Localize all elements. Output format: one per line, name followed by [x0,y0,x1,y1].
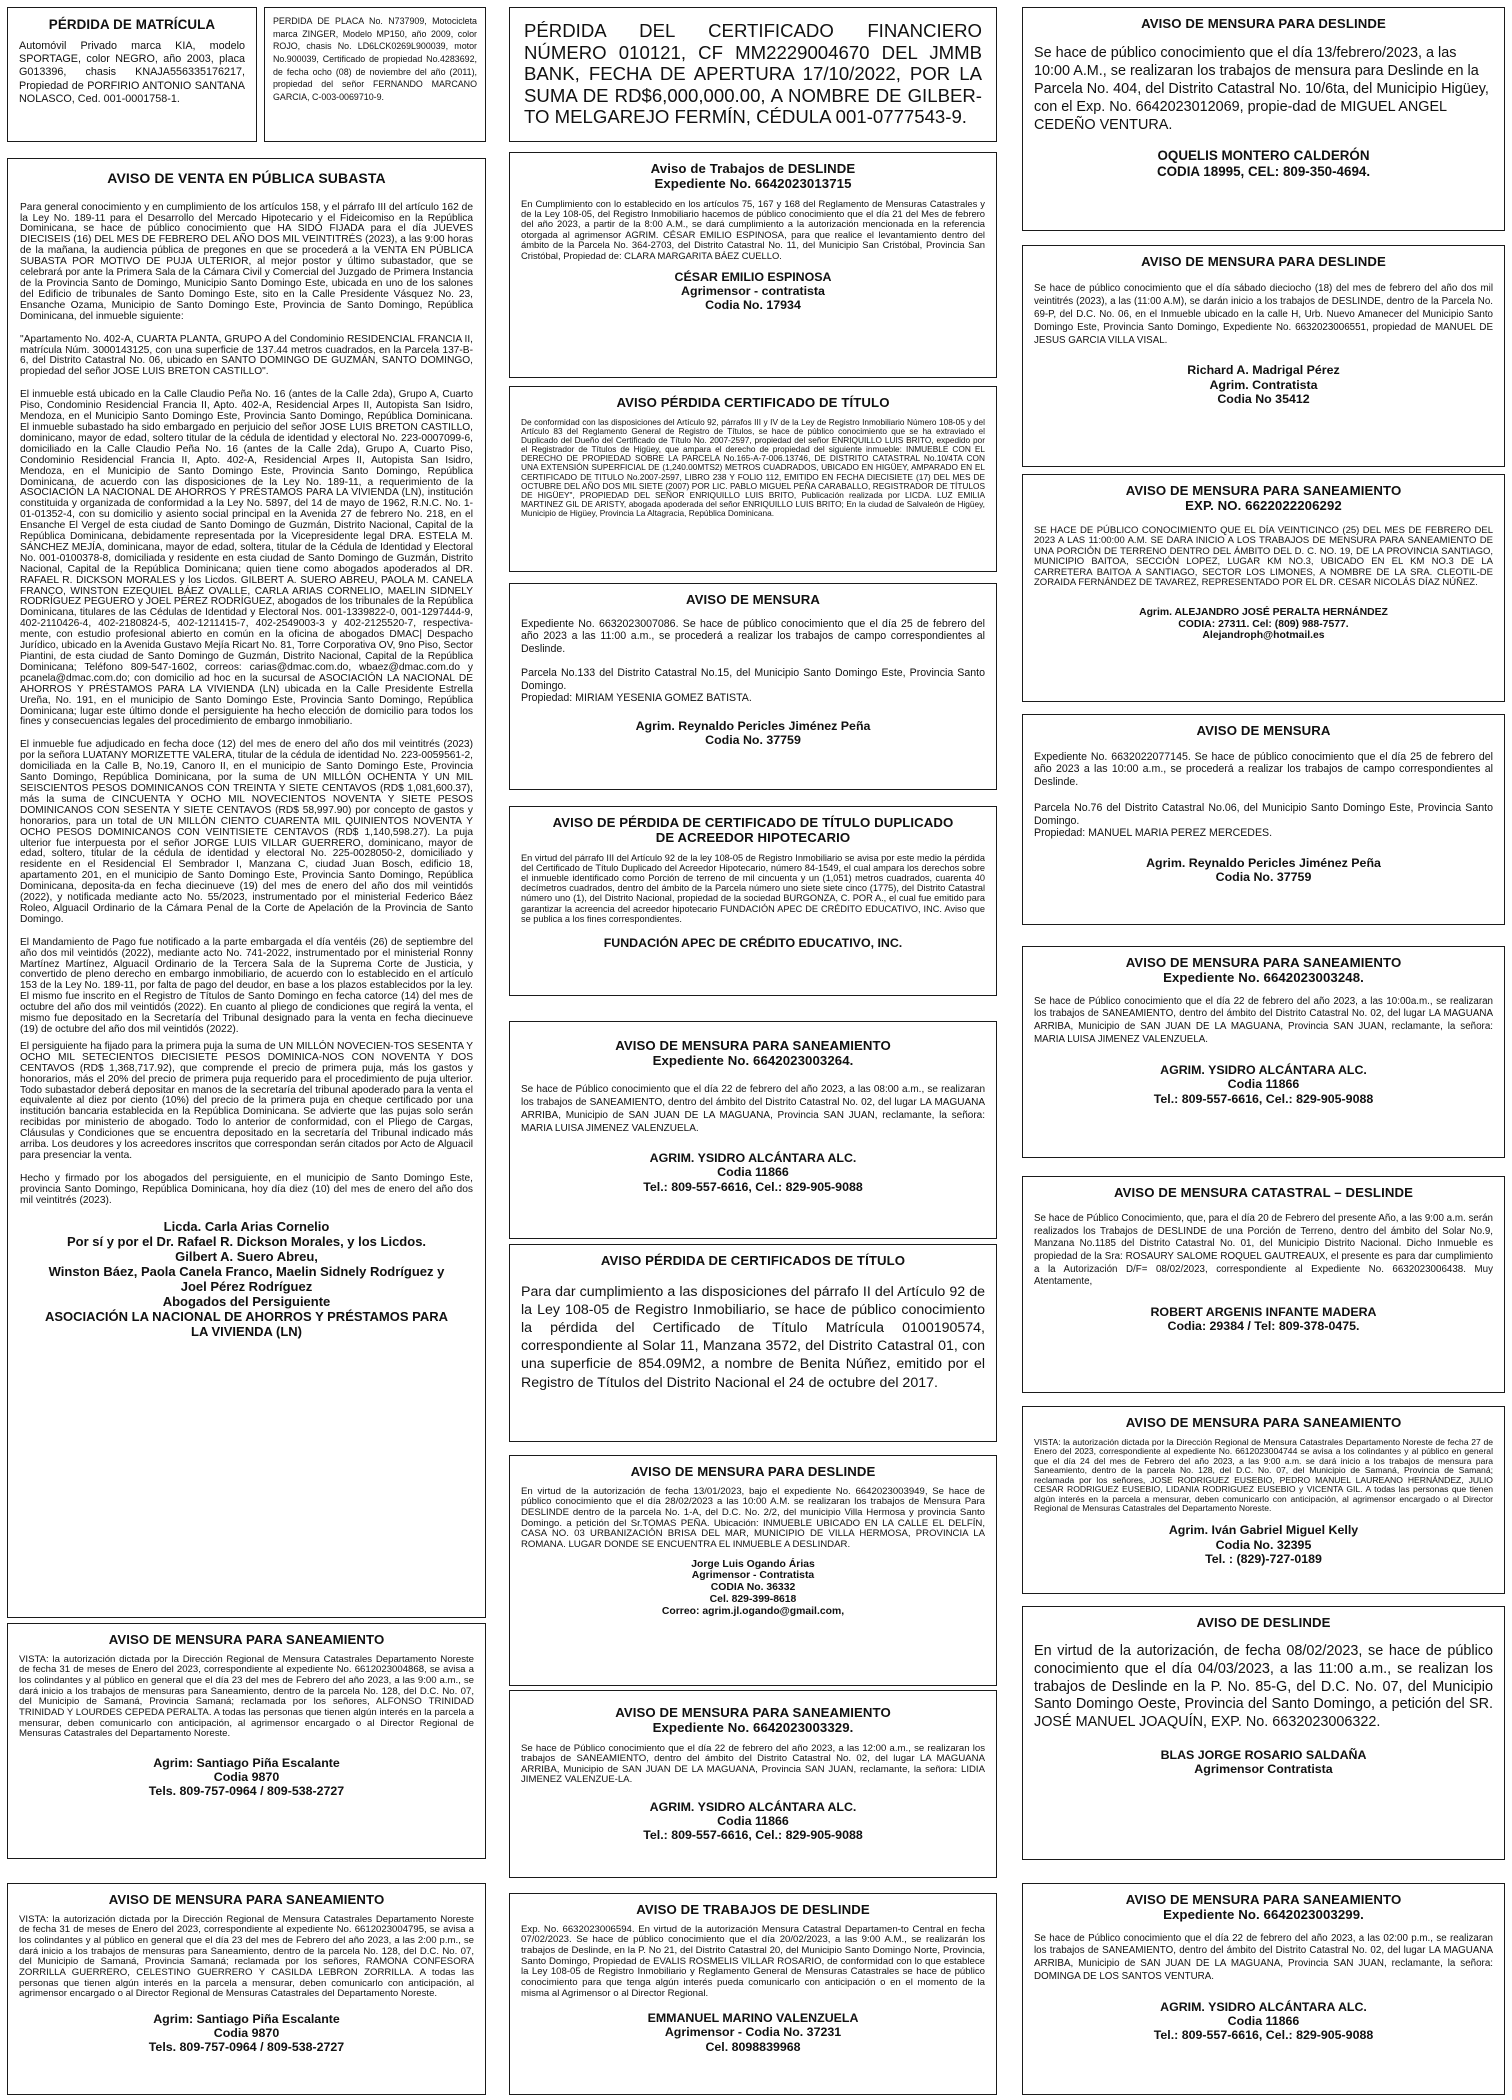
notice-perdida-duplicado-acreedor [509,806,997,996]
notice-saneamiento-cleotilde [1022,474,1505,702]
notice-signature: Licda. Carla Arias Cornelio Por sí y por el Dr. Rafael R. Dickson Morales, y los Licdos. Gilbert A. Suero Abreu, Winston Báez, Paola Canela Franco, Maelin Sidnely Rodríguez y Joel Pérez Rodríguez Abogados del Persiguiente ASOCIACIÓN LA NACIONAL DE AHORROS Y PRÉSTAMOS PARA LA VIVIENDA (LN) [44,1218,449,1340]
notice-trabajos-deslinde-evaristo [509,1893,997,2095]
notice-title: AVISO DE MENSURA PARA SANEAMIENTO Expediente No. 6642023003248. [1125,955,1402,985]
notice-paragraph: El persiguiente ha fijado para la primera puja la suma de UN MILLÓN NOVECIEN-TOS SESENTA Y OCHO MIL SETECIENTOS DIECISIETE PESOS DOMINICA-NOS CON NOVENTA Y DOS CENTAVOS (RD$ 1,368,717.92), que comprende el precio de primera puja, más los gastos y honorarios, más el 20% del precio de primera puja requerido para el procedimiento de puja ulterior. Todo subastador deberá depositar en manos de la secretaría del tribunal apoderado para la venta el equivalente al diez por ciento (10%) del precio de la primera puja en cheque certificado por una institución bancaria establecida en la República Dominicana. Se advierte que las pujas solo serán recibidas por ministerio de abogado. Todo lo anterior de conformidad, con el Pliego de Cargas, Cláusulas y Condiciones que se encuentra depositado en la secretaría del Tribunal indicado más arriba. Los deudores y los acreedores inscritos que correspondan serán citados por Acto de Alguacil para presenciar la venta. [20,1040,473,1161]
notice-body: Se hace de público conocimiento que el día 13/febrero/2023, a las 10:00 A.M., se realizaran los trabajos de mensura para Deslinde en la Parcela No. 404, del Distrito Catastral No. 10/6ta, del Municipio Higüey, con el Exp. No. 6642023012069, propie-dad de MIGUEL ANGEL CEDEÑO VENTURA. [1034,44,1489,134]
notice-signature: EMMANUEL MARINO VALENZUELA Agrimensor - Codia No. 37231 Cel. 8098839968 [647,2011,859,2054]
notice-paragraph: Expediente No. 6632022077145. Se hace de público conocimiento que el día 25 de febrero del año 2023 a las 10:00 a.m., se procederá a realizar los trabajos de campo correspondientes al Deslinde. [1034,750,1493,788]
notice-title: AVISO DE DESLINDE [1196,1615,1331,1630]
notice-title: AVISO DE VENTA EN PÚBLICA SUBASTA [107,170,386,186]
notice-body: Para dar cumplimiento a las disposiciones del párrafo II del Artículo 92 de la Ley 108-05 de Registro Inmobiliario, se hace de público conocimiento la pérdida del Certificado de Título Matrícula 0100190574, correspondiente al Solar 11, Manzana 3572, del Distrito Catastral 01, con una superficie de 854.09M2, a nombre de Benita Núñez, emitido por el Registro de Títulos del Distrito Nacional el 24 de octubre del 2017. [521,1283,985,1391]
notice-paragraph: Parcela No.76 del Distrito Catastral No.06, del Municipio Santo Domingo Este, Provincia Santo Domingo. Propiedad: MANUEL MARIA PEREZ MERCEDES. [1034,802,1493,840]
notice-body: Exp. No. 6632023006594. En virtud de la autorización Mensura Catastral Departamen-to Central en fecha 07/02/2023. Se hace de público conocimiento que el día 20/02/2023, a las 9:00 A.M., se realizarán los trabajos de Deslinde, en la P. No 21, del Distrito Catastral 20, del Municipio Santo Domingo Norte, Provincia, Santo Domingo, Propiedad de EVALIS ROSMELIS VILLAR ROSARIO, de conformidad con lo que establece la Ley 108-05 de Registro Inmobiliario y Reglamento General de Mensuras Catastrales se hace de público conocimiento para que tenga algún interés pueda comunicarlo con anticipación o en el momento de la misma al Agrimensor o al Director Regional. [521,1923,985,1999]
notice-title: AVISO DE MENSURA PARA DESLINDE [1141,254,1386,269]
notice-mensura-manuel [1022,714,1505,925]
notice-paragraph: El Mandamiento de Pago fue notificado a la parte embargada el día ventéis (26) de septiembre del año dos mil veintidós (2022), mediante acto No. 741-2022, instrumentado por el ministerial Ronny Martínez Martínez, Alguacil Ordinario de la Tercera Sala de la Suprema Corte de Justicia, y convertido de pleno derecho en embargo inmobiliario, de acuerdo con lo establecido en el artículo 153 de la Ley No. 189-11, por falta de pago del deudor, en base a los plazos establecidos por la ley. El mismo fue inscrito en el Registro de Títulos de Santo Domingo en fecha catorce (14) del mes de octubre del año dos mil veintidós (2022). En cuanto al pliego de condiciones que regirá la venta, el mismo fue depositado en la Secretaría del Tribunal designado para la venta en fecha diecinueve (19) de octubre del año dos mil veintidós (2022). [20,936,473,1036]
notice-title: AVISO DE MENSURA CATASTRAL – DESLINDE [1114,1185,1413,1200]
notice-body: VISTA: la autorización dictada por la Dirección Regional de Mensura Catastrales Departamento Noreste de fecha 27 de Enero del 2023, correspondiente al expediente No. 6612023004744 se avisa a los colindantes y al público en general que el día 24 del mes de Febrero del año 2023, a las 9:00 a.m. se dará inicio a los trabajos de mensura para Saneamiento, dentro de la parcela No. 128, del D.C. No. 07, del Municipio de Samaná, Provincia de Samaná; reclamada por los señores, JOSE RODRIGUEZ EUSEBIO, PEDRO MANUEL LAUREANO HERNÁNDEZ, JULIO CESAR RODRIGUEZ EUSEBIO, LIDANIA RODRIGUEZ EUSEBIO y VICENTA GIL. A todas las personas que tienen algún interés en la parcela a mensurar, deben comunicarlo con anticipación, al agrimensor encargado o al Director Regional de Mensuras Catastrales del Departamento Noreste. [1034,1436,1493,1513]
notice-signature: BLAS JORGE ROSARIO SALDAÑA Agrimensor Contratista [1160,1748,1367,1777]
notice-perdida-certificado-financiero [509,7,997,142]
notice-body: Automóvil Privado marca KIA, modelo SPORTAGE, color NEGRO, año 2003, placa G013396, chasis KNAJA556335176217, Propiedad de PORFIRIO ANTONIO SANTANA NOLASCO, Ced. 001-0001758-1. [19,40,245,105]
notice-saneamiento-samana-kelly [1022,1406,1505,1594]
notice-signature: Agrim: Santiago Piña Escalante Codia 9870 Tels. 809-757-0964 / 809-538-2727 [148,1755,345,1799]
notice-deslinde-villa-hermosa [509,1455,997,1686]
notice-body: VISTA: la autorización dictada por la Dirección Regional de Mensura Catastrales Departamento Noreste de fecha 31 de meses de Enero del 2023, correspondiente al expediente No. 6612023004868, se avisa a los colindantes y al público en general que el día 23 del mes de Febrero del año 2023, a las 9:00 a.m., se dará inicio a los trabajos de mensuras para Saneamiento, dentro de la parcela No. 128, del D.C. No. 07, del Municipio de Samaná, Provincia Samaná; reclamada por los señores, ALFONSO TRINIDAD TRINIDAD Y LOURDES CEPEDA PERALTA. A todas las personas que tienen algún interés en la parcela a mensurar, deben comunicarlo con anticipación, al agrimensor encargado o al Director Regional de Mensuras Catastrales del Departamento Noreste. [19,1653,474,1740]
notice-title: AVISO DE PÉRDIDA DE CERTIFICADO DE TÍTULO DUPLICADO DE ACREEDOR HIPOTECARIO [552,815,954,845]
notice-body: VISTA: la autorización dictada por la Dirección Regional de Mensura Catastrales Departamento Noreste de fecha 31 de meses de Enero del 2023, correspondiente al expediente No. 6612023004795, se avisa a los colindantes y al público en general que el día 23 del mes de Febrero del año 2023, a las 2:00 p.m., se dará inicio a los trabajos de mensuras para Saneamiento, dentro de la parcela No. 128, del D.C. No. 07, del Municipio de Samaná, Provincia Samaná; reclamada por los señores, RAMONA CONFESORA ZORRILLA GUERRERO, CELESTINO GUERRERO Y CASILDA LEBRON ZORRILLA. A todas las personas que tienen algún interés en la parcela a mensurar, deben comunicarlo con anticipación, al agrimensor encargado o al Director Regional de Mensuras Catastrales del Departamento Noreste. [19,1913,474,2000]
notice-title: AVISO DE MENSURA [686,592,820,607]
notice-signature: AGRIM. YSIDRO ALCÁNTARA ALC. Codia 11866 Tel.: 809-557-6616, Cel.: 829-905-9088 [643,1151,863,1194]
notice-paragraph: Parcela No.133 del Distrito Catastral No.15, del Municipio Santo Domingo Este, Provincia Santo Domingo. Propiedad: MIRIAM YESENIA GOMEZ BATISTA. [521,667,985,705]
notice-body: Se hace de Público conocimiento que el día 22 de febrero del año 2023, a las 10:00a.m., se realizaran los trabajos de SANEAMIENTO, dentro del ámbito del Distrito Catastral No. 02, del lugar LA MAGUANA ARRIBA, Municipio de SAN JUAN DE LA MAGUANA, Provincia SAN JUAN, reclamante, la señora: MARIA LUISA JIMENEZ VALENZUELA. [1034,995,1493,1046]
notice-signature: Agrim. ALEJANDRO JOSÉ PERALTA HERNÁNDEZ CODIA: 27311. Cel: (809) 988-7577. Alejandroph@hotmail.es [1139,606,1388,642]
notice-signature: Agrim. Iván Gabriel Miguel Kelly Codia No. 32395 Tel. : (829)-727-0189 [1168,1523,1359,1566]
notice-paragraph: Para general conocimiento y en cumplimiento de los artículos 158, y el párrafo III del artículo 162 de la Ley No. 189-11 para el Desarrollo del Mercado Hipotecario y el Fideicomiso en la República Dominicana, se hace de público conocimiento que HA SIDO FIJADA para el día JUEVES DIECISEIS (16) DEL MES DE FEBRERO DEL AÑO DOS MIL VEINTITRÉS (2023), a las 9:00 horas de la mañana, la audiencia pública de pregones en que se procederá a la VENTA EN PÚBLICA SUBASTA POR MOTIVO DE PUJA ULTERIOR, al mejor postor y último subastador, que se celebrará por ante la Primera Sala de la Cámara Civil y Comercial del Juzgado de Primera Instancia de la Provincia Santo de Domingo, Municipio Santo Domingo Este, ubicada en uno de los salones del Edificio de tribunales de Santo Domingo Este, sito en la Calle Presidente Vásquez No. 23, Ensanche Ozama, Municipio de Santo Domingo Este, Provincia de Santo Domingo, República Dominicana, del inmueble siguiente: [20,201,473,322]
notice-title: AVISO DE MENSURA PARA SANEAMIENTO [1125,1415,1402,1430]
notice-paragraph: Hecho y firmado por los abogados del persiguiente, en el municipio de Santo Domingo Este, provincia Santo Domingo, República Dominicana, hoy día diez (10) del mes de enero del año dos mil veintitrés (2023). [20,1172,473,1206]
notice-paragraph: El inmueble fue adjudicado en fecha doce (12) del mes de enero del año dos mil veintitrés (2023) por la señora LUATANY MORIZETTE VALERA, titular de la cédula de identidad No. 223-0059561-2, domiciliada en la Calle B, No.19, Canoro II, en el municipio de Santo Domingo Este, Provincia Santo Domingo, República Dominicana, por la suma de UN MILLÓN OCHENTA Y UN MIL SEISCIENTOS PESOS DOMINICANOS CON TREINTA Y SIETE CENTAVOS (RD$ 1,081,600.37), más la suma de CINCUENTA Y OCHO MIL NOVECIENTOS NOVENTA Y SIETE PESOS DOMINICANOS CON SESENTA Y SIETE CENTAVOS (RD$ 58,997.90) por concepto de gastos y honorarios, para un total de UN MILLÓN CIENTO CUARENTA MIL QUINIENTOS NOVENTA Y OCHO PESOS DOMINICANOS CON VEINTISIETE CENTAVOS (RD$ 1,140,598.27). La puja ulterior fue interpuesta por el señor JORGE LUIS VILLAR GUERRERO, dominicano, mayor de edad, soltero, titular de la cédula de identidad y electoral No. 225-0028050-2, domiciliado y residente en el Residencial El Sembrador I, Manzana C, ciudad Juan Bosch, edificio 18, apartamento 201, en el municipio de Santo Domingo Este, Provincia Santo Domingo, República Dominicana, deposita-da en fecha diecinueve (19) del mes de enero del año dos mil veintidós (2022), y notificada mediante acto No. 55/2023, instrumentado por el ministerial Federico Báez Roleo, Alguacil Ordinario de la Cámara Penal de la Corte de Apelación de la Provincia de Santo Domingo. [20,739,473,925]
notice-signature: AGRIM. YSIDRO ALCÁNTARA ALC. Codia 11866 Tel.: 809-557-6616, Cel.: 829-905-9088 [1153,1999,1374,2042]
notice-title: AVISO PÉRDIDA CERTIFICADO DE TÍTULO [616,395,890,410]
notice-body: Se hace de Público conocimiento que el día 22 de febrero del año 2023, a las 02:00 p.m., se realizaran los trabajos de SANEAMIENTO, dentro del ámbito del Distrito Catastral No. 02, del lugar LA MAGUANA ARRIBA, Municipio de SAN JUAN DE LA MAGUANA, Provincia SAN JUAN, reclamante, la señora: DOMINGA DE LOS SANTOS VENTURA. [1034,1932,1493,1982]
notice-body: De conformidad con las disposiciones del Artículo 92, párrafos III y IV de la Ley de Registro Inmobiliario Número 108-05 y del Artículo 83 del Reglamento General de Registro de Títulos, se hace de público conocimiento que se ha extraviado el Duplicado del Dueño del Certificado de Título No. 2007-2597, propiedad del señor ENRIQUILLO LUIS BRITO, expedido por el Registrador de Títulos de Higüey, que ampara el derecho de propiedad del siguiente inmueble: INMUEBLE CON EL DERECHO DE PROPIEDAD SOBRE LA PARCELA No.165-A-7-006.13746, DE DISTRITO CATASTRAL No.10/4TA CON UNA EXTENSIÓN SUPERFICIAL DE (1,240.00MTS2) METROS CUADRADOS, UBICADO EN HIGÜEY, AMPARADO EN EL CERTIFICADO DE TITULO No.2007-2597, LIBRO 238 Y FOLIO 112, EMITIDO EN FECHA DIECISIETE (17) DEL MES DE OCTUBRE DEL AÑO DOS MIL SIETE (2007) POR LIC. PABLO MIGUEL PEÑA CARABALLO, REGISTRADOR DE TÍTULOS DE HIGÜEY", PROPIEDAD DEL SEÑOR ENRIQUILLO LUIS BRITO, Publicación realizada por LICDA. LUZ EMILIA MARTINEZ GIL DE ARISTY, abogada apoderada del señor ENRIQUILLO LUIS BRITO; En la ciudad de Salvaleón de Higüey, Municipio de Higüey, Provincia La Altagracia, República Dominicana. [521,416,985,519]
notice-body: En virtud de la autorización de fecha 13/01/2023, bajo el expediente No. 6642023003949, Se hace de público conocimiento que el día 28/02/2023 a las 10:00 A.M. se realizaran los trabajos de Mensura Para DESLINDE dentro de la parcela No. 1-A, del D.C. No. 2/2, del municipio Villa Hermosa y provincia Santo Domingo. a petición del Sr.TOMAS PEÑA. Ubicación: INMUEBLE UBICADO EN LA CALLE EL DELFÍN, CASA NO. 03 URBANIZACIÓN BRISA DEL MAR, MUNICIPIO DE VILLA HERMOSA, PROVINCIA LA ROMANA. LUGAR DONDE SE ENCUENTRA EL INMUEBLE A DESLINDAR. [521,1485,985,1550]
notice-title: AVISO DE MENSURA PARA SANEAMIENTO [108,1892,385,1907]
notice-title: Aviso de Trabajos de DESLINDE Expediente No. 6642023013715 [650,161,856,191]
notice-signature: Agrim. Reynaldo Pericles Jiménez Peña Codia No. 37759 [1146,855,1381,884]
notice-trabajos-deslinde-sancristobal [509,152,997,378]
notice-saneamiento-3329 [509,1690,997,1878]
notice-signature: OQUELIS MONTERO CALDERÓN CODIA 18995, CEL: 809-350-4694. [1156,148,1371,179]
notice-perdida-matricula [7,7,257,142]
notice-title: AVISO DE MENSURA PARA SANEAMIENTO Expediente No. 6642023003264. [615,1038,891,1068]
notice-title: AVISO DE MENSURA PARA SANEAMIENTO EXP. NO. 6622022206292 [1125,483,1402,513]
notice-signature: ROBERT ARGENIS INFANTE MADERA Codia: 29384 / Tel: 809-378-0475. [1150,1305,1377,1334]
notice-catastral-deslinde [1022,1176,1505,1393]
notice-deslinde-higuey [1022,7,1505,231]
notice-title: AVISO DE MENSURA PARA DESLINDE [1141,16,1386,31]
notice-body: Se hace de Público conocimiento que el día 22 de febrero del año 2023, a las 12:00 a.m., se realizaran los trabajos de SANEAMIENTO, dentro del ámbito del Distrito Catastral No. 02, del lugar LA MAGUANA ARRIBA, Municipio de SAN JUAN DE LA MAGUANA, Provincia SAN JUAN, reclamante, la señora: LIDIA JIMENEZ VALENZUE-LA. [521,1742,985,1786]
notice-perdida-certificados-titulo [509,1244,997,1442]
notice-saneamiento-3299 [1022,1883,1505,2095]
notice-title: AVISO DE MENSURA PARA SANEAMIENTO [108,1632,385,1647]
notice-body: SE HACE DE PÚBLICO CONOCIMIENTO QUE EL DÍA VEINTICINCO (25) DEL MES DE FEBRERO DEL 2023 A LAS 11:00:00 A.M. SE DARA INICIO A LOS TRABAJOS DE MENSURA PARA SANEAMIENTO DE UNA PORCIÓN DE TERRENO DENTRO DEL ÁMBITO DEL D. C. NO. 19, DE LA PROVINCIA SANTIAGO, MUNICIPIO BAITOA, SECCIÓN LOPEZ, LUGAR KM NO.3, UBICADO EN EL KM NO.3 DE LA CARRETERA BAITOA A SANTIAGO, SECTOR LOS LIMONES, A NOMBRE DE LA SRA. CLEOTIL-DE ZORAIDA FERNÁNDEZ DE TAVAREZ, REPRESENTADO POR EL DR. CESAR NICOLÁS DÍAZ NÚÑEZ. [1034,524,1493,589]
notice-saneamiento-3248 [1022,946,1505,1158]
notice-perdida-certificado-titulo [509,386,997,572]
notice-body: Se hace de Público Conocimiento, que, para el día 20 de Febrero del presente Año, a las 9:00 a.m. serán realizados los Trabajos de DESLINDE de una Porción de Terreno, dentro del ámbito del Solar No.9, Manzana No.1185 del Distrito Catastral No. 01, del Municipio Distrito Nacional. Dicho Inmueble es propiedad de la Sra: ROSAURY SALOME ROQUEL GAUTREAUX, el presente es para dar cumplimiento a la Autorización D/F= 08/02/2023, correspondiente al Expediente No. 6632023006438. Muy Atentamente, [1034,1212,1493,1288]
notice-signature: FUNDACIÓN APEC DE CRÉDITO EDUCATIVO, INC. [603,935,903,950]
notice-title: AVISO DE TRABAJOS DE DESLINDE [636,1902,870,1917]
notice-signature: CÉSAR EMILIO ESPINOSA Agrimensor - contratista Codia No. 17934 [674,270,832,313]
notice-title: AVISO DE MENSURA PARA SANEAMIENTO Expediente No. 6642023003329. [615,1705,891,1735]
notice-body: En Cumplimiento con lo establecido en los artículos 75, 167 y 168 del Reglamento de Mensuras Catastrales y de la Ley 108-05, del Registro Inmobiliario hacemos de público conocimiento que el día 21 del Mes de febrero del año 2023, a partir de la 8:00 A.M., se dará cumplimiento a la autorización mencionada en la referencia otorgada al agrimensor AGRIM. CÉSAR EMILIO ESPINOSA, para que realice el levantamiento dentro del ámbito de la Parcela No. 364-2703, del Distrito Catastral No. 11, del Municipio San Cristóbal, Provincia San Cristóbal, Propiedad de: CLARA MARGARITA BÁEZ CUELLO. [521,197,985,261]
notice-signature: AGRIM. YSIDRO ALCÁNTARA ALC. Codia 11866 Tel.: 809-557-6616, Cel.: 829-905-9088 [643,1800,863,1843]
notice-body: PÉRDIDA DEL CERTIFICADO FINANCIERO NÚMERO 010121, CF MM2229004670 DEL JMMB BANK, FECHA DE APERTURA 17/10/2022, POR LA SUMA DE RD$6,000,000.00, A NOMBRE DE GILBER-TO MELGAREJO FERMÍN, CÉDULA 001-0777543-9. [524,20,982,128]
notice-title: AVISO DE MENSURA [1196,723,1331,738]
notice-signature: Agrim. Reynaldo Pericles Jiménez Peña Codia No. 37759 [635,718,871,747]
notice-paragraph: Expediente No. 6632023007086. Se hace de público conocimiento que el día 25 de febrero del año 2023 a las 11:00 a.m., se procederá a realizar los trabajos de campo correspondientes al Deslinde. [521,617,985,655]
notice-venta-subasta [7,158,486,1618]
notice-body: Se hace de público conocimiento que el día sábado dieciocho (18) del mes de febrero del año dos mil veintitrés (2023), a las (11:00 A.M), se darán inicio a los trabajos de DESLINDE, dentro de la Parcela No. 69-P, del D.C. No. 06, en el Inmueble ubicado en la calle H, Urb. Nuevo Amanecer del Municipio Santo Domingo Este, Provincia Santo Domingo, Expediente No. 6632023006551, propiedad de MANUEL DE JESUS GARCIA VILLA VISAL. [1034,282,1493,347]
notice-title: PÉRDIDA DE MATRÍCULA [48,17,216,32]
notice-deslinde-ozama [1022,245,1505,467]
notice-body: En virtud de la autorización, de fecha 08/02/2023, se hace de público conocimiento que el día 04/03/2023, a las 11:00 a.m., se realizan los trabajos de Deslinde en la P. No. 85-G, del D.C. No. 07, del Municipio Santo Domingo Oeste, Provincia del Santo Domingo, a petición del SR. JOSÉ MANUEL JOAQUÍN, EXP. No. 6632023006322. [1034,1642,1493,1731]
notice-perdida-placa [264,7,486,142]
notice-signature: AGRIM. YSIDRO ALCÁNTARA ALC. Codia 11866 Tel.: 809-557-6616, Cel.: 829-905-9088 [1153,1063,1374,1106]
notice-saneamiento-samana-alfonso [7,1623,486,1859]
notice-saneamiento-3264 [509,1021,997,1239]
notice-title: AVISO DE MENSURA PARA DESLINDE [630,1464,876,1479]
notice-body: Se hace de Público conocimiento que el día 22 de febrero del año 2023, a las 08:00 a.m., se realizaran los trabajos de SANEAMIENTO, dentro del ámbito del Distrito Catastral No. 02, del lugar LA MAGUANA ARRIBA, Municipio de SAN JUAN DE LA MAGUANA, Provincia SAN JUAN, reclamante, la señora: MARIA LUISA JIMENEZ VALENZUELA. [521,1083,985,1135]
notice-signature: Jorge Luis Ogando Árias Agrimensor - Contratista CODIA No. 36332 Cel. 829-399-8618 Correo: agrim.jl.ogando@gmail.com, [661,1558,845,1618]
notice-paragraph: "Apartamento No. 402-A, CUARTA PLANTA, GRUPO A del Condominio RESIDENCIAL FRANCIA II, matrícula Núm. 3000143125, con una superficie de 137.44 metros cuadrados, en la Parcela 137-B-6, del Distrito Catastral No. 06, ubicado en SANTO DOMINGO DE GUZMÁN, SANTO DOMINGO, propiedad del señor JOSE LUIS BRETON CASTILLO". [20,333,473,378]
notice-deslinde-santo-domingo-oeste [1022,1606,1505,1860]
notice-paragraph: El inmueble está ubicado en la Calle Claudio Peña No. 16 (antes de la Calle 2da), Grupo A, Cuarto Piso, Condominio Residencial Francia II, Apto. 402-A, Residencial Arpes II, Autopista San Isidro, Mendoza, en el Municipio Santo Domingo Este, Provincia Santo Domingo, República Dominicana. El inmueble subastado ha sido embargado en perjuicio del señor JOSE LUIS BRETON CASTILLO, dominicano, mayor de edad, soltero titular de la cédula de identidad y electoral No. 223-0007099-6, domiciliado en la Calle Claudio Peña No. 16 (antes de la Calle 2da), Grupo A, Cuarto Piso, Condominio Residencial Francia II, Apto. 402-A, Residencial Arpes II, Autopista San Isidro, Mendoza, en el Municipio de Santo Domingo Este, Provincia Santo Domingo, República Dominicana, de acuerdo con las disposiciones de la Ley No. 189-11, a requerimiento de la ASOCIACIÓN LA NACIONAL DE AHORROS Y PRÉSTAMOS PARA LA VIVIENDA (LN), institución constituida y organizada de conformidad a la Ley No. 5897, del 14 de mayo de 1962, R.N.C. No. 1-01-01352-4, con su domicilio y asiento social principal en la Avenida 27 de febrero No. 218, en el Ensanche El Vergel de esta ciudad de Santo Domingo de Guzmán, Distrito Nacional, Capital de la República Dominicana, debidamente representada por la Vicepresidente legal DRA. ESTELA M. SÁNCHEZ MEJÍA, dominicana, mayor de edad, soltera, titular de la Cédula de Identidad y Electoral No. 001-0100378-8, domiciliada y residente en esta ciudad de Santo Domingo de Guzmán, Distrito Nacional, Capital de la República Dominicana; quien tiene como abogados apoderados al DR. RAFAEL R. DICKSON MORALES y los Licdos. GILBERT A. SUERO ABREU, PAOLA M. CANELA FRANCO, WINSTON EZEQUIEL BÁEZ OVALLE, CARLA ARIAS CORNELIO, MAELIN SIDNELY RODRÍGUEZ PEGUERO y JOEL PÉREZ RODRÍGUEZ, abogados de los tribunales de la República Dominicana, titulares de las Cédulas de Identidad y Electoral Nos. 001-1339822-0, 001-1297444-9, 402-2110426-4, 402-2180824-5, 402-1211415-7, 402-2549003-3 y 402-2125520-7, respectiva-mente, con estudio profesional abierto en común en la oficina de abogados DMAC| Despacho Jurídico, ubicado en la Avenida Gustavo Mejía Ricart No. 81, Torre Corporativa OV, 9no Piso, Sector Piantini, de esta ciudad de Santo Domingo de Guzmán, Distrito Nacional, Capital de la República Dominicana; Teléfono 809-547-1602, correos: carias@dmac.com.do, wbaez@dmac.com.do y pcanela@dmac.com.do; con domicilio ad hoc en la sucursal de ASOCIACIÓN LA NACIONAL DE AHORROS Y PRÉSTAMOS PARA LA VIVIENDA (LN) ubicada en la Calle Presidente Estrella Ureña, No. 191, en el municipio de Santo Domingo Este, Provincia Santo Domingo, República Dominicana; lugar este último donde el persiguiente ha hecho elección de domicilio para todos los fines y consecuencias legales del procedimiento de embargo inmobiliario. [20,389,473,728]
notice-body: En virtud del párrafo III del Artículo 92 de la ley 108-05 de Registro Inmobiliario se avisa por este medio la pérdida del Certificado de Título Duplicado del Acreedor Hipotecario, número 84-1549, el cual ampara los derechos sobre el inmueble identificado como Porción de terreno de mil cincuenta y un (1,051) metros cuadrados, cuarenta 40 decímetros cuadrados, dentro del ámbito de la Parcela número uno siete siete cinco (1775), del Distrito Catastral número uno (1), del Distrito Nacional, propiedad de la sociedad BURGONZA, C. POR A., el cual fue emitido para garantizar la acreencia del acreedor hipotecario FUNDACIÓN APEC DE CRÉDITO EDUCATIVO, INC. Aviso que se publica a los fines correspondientes. [521,852,985,924]
notice-title: AVISO PÉRDIDA DE CERTIFICADOS DE TÍTULO [600,1253,906,1268]
notice-signature: Agrim: Santiago Piña Escalante Codia 9870 Tels. 809-757-0964 / 809-538-2727 [148,2011,345,2055]
notice-saneamiento-samana-ramona [7,1883,486,2095]
notice-title: AVISO DE MENSURA PARA SANEAMIENTO Expediente No. 6642023003299. [1125,1892,1402,1922]
notice-mensura-miriam [509,583,997,790]
notice-body: PERDIDA DE PLACA No. N737909, Motocicleta marca ZINGER, Modelo MP150, año 2009, color ROJO, chasis No. LD6LCK0269L900039, motor No.900039, Certificado de propiedad No.4283692, de fecha ocho (08) de noviembre del año (2011), propiedad del señor FERNANDO MARCANO GARCIA, C-003-0069710-9. [273,16,477,102]
notice-signature: Richard A. Madrigal Pérez Agrim. Contratista Codia No 35412 [1187,363,1340,406]
